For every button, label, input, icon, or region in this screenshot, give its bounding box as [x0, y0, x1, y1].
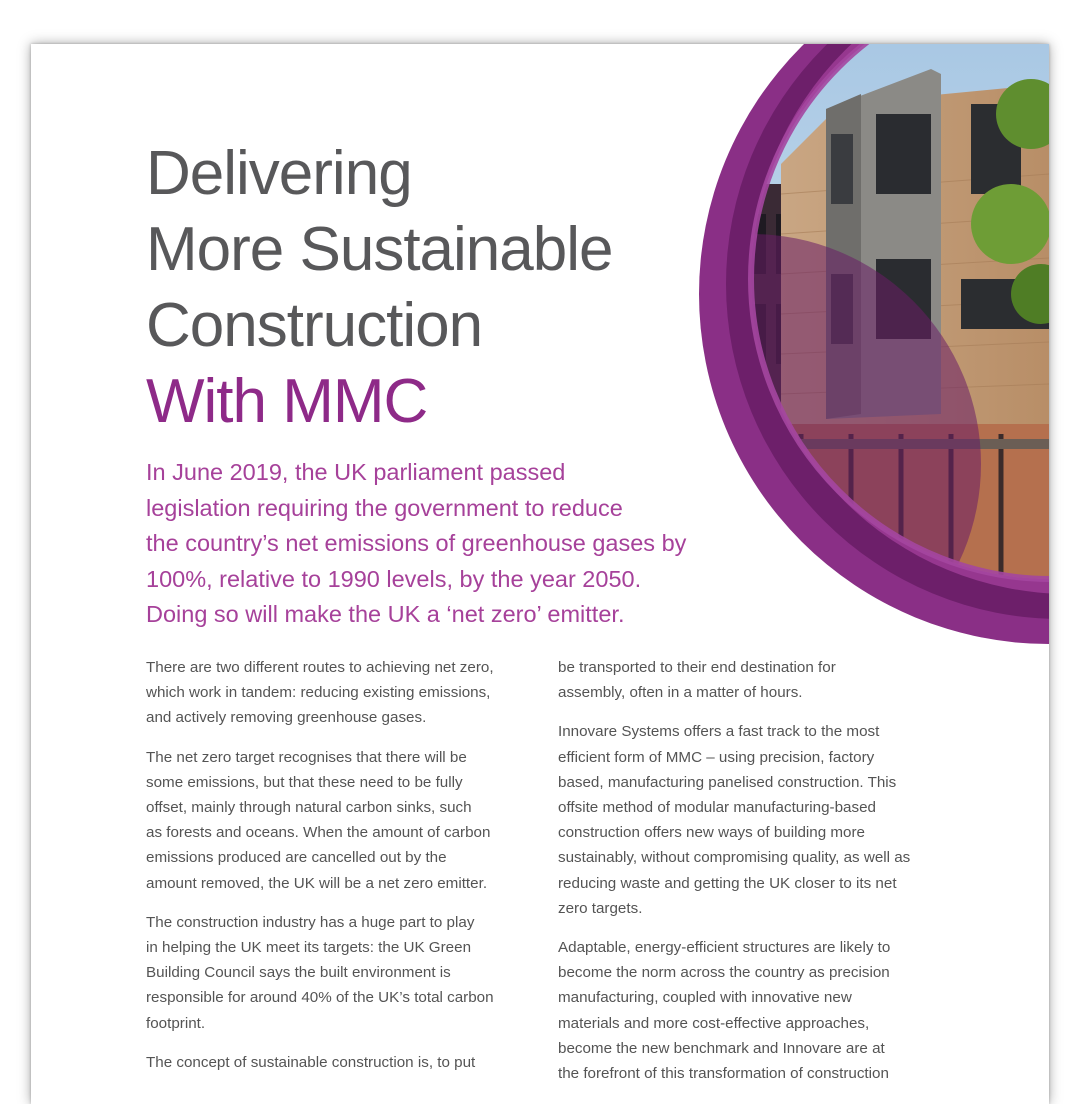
intro-line: Doing so will make the UK a ‘net zero’ emitter.	[146, 601, 625, 627]
body-line: There are two different routes to achieving net zero,	[146, 659, 494, 676]
body-line: construction offers new ways of building more	[558, 824, 865, 842]
body-line: responsible for around 40% of the UK’s total carbon	[146, 989, 494, 1007]
body-line: The net zero target recognises that there will be	[146, 748, 467, 766]
intro-line: legislation requiring the government to reduce	[146, 494, 623, 521]
body-line: in helping the UK meet its targets: the UK Green	[146, 939, 472, 957]
body-line: become the norm across the country as precision	[558, 964, 890, 982]
body-line: and actively removing greenhouse gases.	[146, 709, 427, 727]
body-column-right	[558, 655, 948, 1100]
body-paragraph	[558, 655, 948, 705]
body-line: Building Council says the built environment is	[146, 964, 451, 982]
document-page	[31, 44, 1049, 1104]
body-line: Innovare Systems offers a fast track to the most	[558, 723, 880, 741]
body-paragraph	[146, 910, 526, 1036]
page-title	[146, 136, 613, 440]
body-line: become the new benchmark and Innovare are at	[558, 1039, 885, 1057]
body-line: which work in tandem: reducing existing emissions,	[146, 684, 491, 702]
body-line: amount removed, the UK will be a net zero emitter.	[146, 874, 488, 892]
body-paragraph	[146, 1050, 526, 1075]
body-line: some emissions, but that these need to be fully	[146, 773, 463, 791]
body-line: materials and more cost-effective approaches,	[558, 1014, 870, 1032]
body-line: zero targets.	[558, 899, 643, 917]
body-line: Adaptable, energy-efficient structures are likely to	[558, 939, 891, 957]
body-line: The concept of sustainable construction is, to put	[146, 1053, 476, 1071]
body-line: based, manufacturing panelised construction. This	[558, 773, 897, 791]
body-line: manufacturing, coupled with innovative new	[558, 989, 852, 1007]
body-line: assembly, often in a matter of hours.	[558, 684, 803, 702]
body-paragraph	[146, 745, 526, 896]
intro-line: the country’s net emissions of greenhouse gases by	[146, 530, 687, 556]
body-line: the forefront of this transformation of construction	[558, 1065, 889, 1083]
body-line: footprint.	[146, 1014, 206, 1032]
title-line-2: More Sustainable	[146, 215, 613, 284]
intro-paragraph	[146, 455, 706, 633]
body-line: as forests and oceans. When the amount of carbon	[146, 824, 491, 842]
intro-line: 100%, relative to 1990 levels, by the year 2050.	[146, 565, 642, 592]
body-paragraph	[146, 655, 526, 731]
body-line: sustainably, without compromising quality, as well as	[558, 849, 911, 867]
body-paragraph	[558, 935, 948, 1086]
body-line: emissions produced are cancelled out by the	[146, 849, 447, 867]
body-line: offset, mainly through natural carbon sinks, such	[146, 799, 472, 817]
body-line: reducing waste and getting the UK closer to its net	[558, 874, 897, 892]
title-line-4: With MMC	[146, 367, 428, 436]
intro-line: In June 2019, the UK parliament passed	[146, 459, 566, 485]
body-line: The construction industry has a huge part to play	[146, 913, 475, 931]
title-line-3: Construction	[146, 291, 483, 360]
body-column-left	[146, 655, 526, 1089]
body-paragraph	[558, 719, 948, 921]
body-line: be transported to their end destination for	[558, 659, 836, 676]
body-line: efficient form of MMC – using precision, factory	[558, 748, 875, 766]
body-line: offsite method of modular manufacturing-based	[558, 799, 876, 817]
title-line-1: Delivering	[146, 139, 412, 208]
